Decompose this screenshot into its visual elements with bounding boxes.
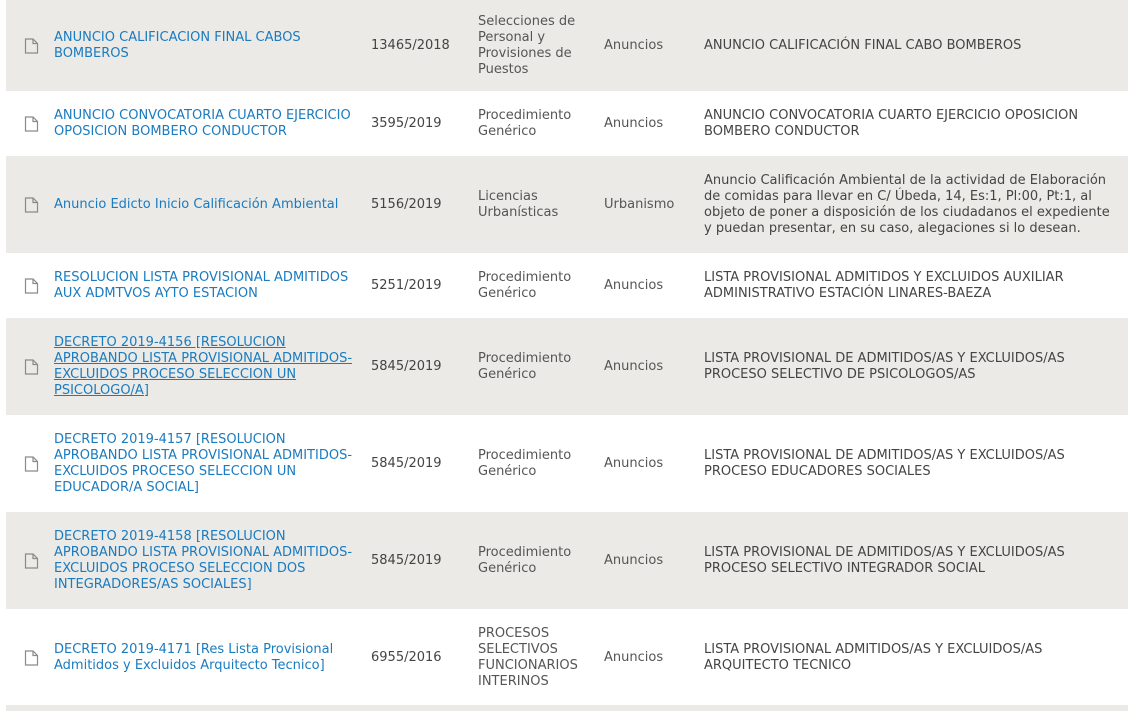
row-category: Urbanismo bbox=[604, 196, 675, 212]
document-icon bbox=[6, 650, 54, 666]
table-row bbox=[6, 91, 1128, 156]
document-icon bbox=[6, 553, 54, 569]
table-row bbox=[6, 415, 1128, 512]
table-row bbox=[6, 0, 1128, 91]
document-title-link[interactable]: Anuncio Edicto Inicio Calificación Ambiental bbox=[54, 196, 339, 212]
document-icon bbox=[6, 38, 54, 54]
table-row bbox=[6, 609, 1128, 706]
document-title-link[interactable]: ANUNCIO CONVOCATORIA CUARTO EJERCICIO OPOSICION BOMBERO CONDUCTOR bbox=[54, 107, 351, 139]
next-row-peek bbox=[6, 705, 1128, 711]
row-description: ANUNCIO CONVOCATORIA CUARTO EJERCICIO OPOSICION BOMBERO CONDUCTOR bbox=[704, 107, 1079, 139]
row-description: LISTA PROVISIONAL ADMITIDOS/AS Y EXCLUIDOS/AS ARQUITECTO TECNICO bbox=[704, 641, 1043, 673]
document-title-link[interactable]: ANUNCIO CALIFICACION FINAL CABOS BOMBEROS bbox=[54, 29, 301, 61]
row-category: Anuncios bbox=[604, 649, 664, 665]
row-procedure: Procedimiento Genérico bbox=[478, 107, 572, 139]
row-number: 3595/2019 bbox=[371, 115, 442, 131]
row-title-cell bbox=[54, 432, 371, 496]
document-title-link[interactable]: DECRETO 2019-4157 [RESOLUCION APROBANDO LISTA PROVISIONAL ADMITIDOS-EXCLUIDOS PROCESO SELECCION UN EDUCADOR/A SOCIAL] bbox=[54, 431, 353, 495]
table-row bbox=[6, 253, 1128, 318]
document-icon bbox=[6, 456, 54, 472]
row-procedure: Procedimiento Genérico bbox=[478, 269, 572, 301]
document-icon bbox=[6, 359, 54, 375]
row-category: Anuncios bbox=[604, 277, 664, 293]
row-title-cell bbox=[54, 108, 371, 140]
row-procedure: Selecciones de Personal y Provisiones de Puestos bbox=[478, 13, 576, 77]
document-title-link[interactable]: DECRETO 2019-4171 [Res Lista Provisional Admitidos y Excluidos Arquitecto Tecnico] bbox=[54, 641, 334, 673]
document-icon bbox=[6, 197, 54, 213]
row-title-cell bbox=[54, 30, 371, 62]
row-procedure: Procedimiento Genérico bbox=[478, 350, 572, 382]
document-title-link[interactable]: DECRETO 2019-4156 [RESOLUCION APROBANDO LISTA PROVISIONAL ADMITIDOS-EXCLUIDOS PROCESO SELECCION UN PSICOLOGO/A] bbox=[54, 334, 353, 398]
document-icon bbox=[6, 116, 54, 132]
row-number: 5845/2019 bbox=[371, 358, 442, 374]
row-number: 5845/2019 bbox=[371, 552, 442, 568]
row-number: 13465/2018 bbox=[371, 37, 450, 53]
row-number: 6955/2016 bbox=[371, 649, 442, 665]
table-row bbox=[6, 512, 1128, 609]
row-category: Anuncios bbox=[604, 455, 664, 471]
row-title-cell bbox=[54, 197, 371, 213]
row-description: ANUNCIO CALIFICACIÓN FINAL CABO BOMBEROS bbox=[704, 37, 1022, 53]
row-title-cell bbox=[54, 270, 371, 302]
row-title-cell bbox=[54, 335, 371, 399]
document-title-link[interactable]: DECRETO 2019-4158 [RESOLUCION APROBANDO LISTA PROVISIONAL ADMITIDOS-EXCLUIDOS PROCESO SELECCION DOS INTEGRADORES/AS SOCIALES] bbox=[54, 528, 353, 592]
row-procedure: Procedimiento Genérico bbox=[478, 447, 572, 479]
table-row bbox=[6, 156, 1128, 253]
row-category: Anuncios bbox=[604, 115, 664, 131]
row-category: Anuncios bbox=[604, 552, 664, 568]
document-icon bbox=[6, 278, 54, 294]
row-title-cell bbox=[54, 529, 371, 593]
row-description: LISTA PROVISIONAL ADMITIDOS Y EXCLUIDOS AUXILIAR ADMINISTRATIVO ESTACIÓN LINARES-BAEZA bbox=[704, 269, 1064, 301]
row-procedure: PROCESOS SELECTIVOS FUNCIONARIOS INTERINOS bbox=[478, 625, 578, 689]
table-row bbox=[6, 318, 1128, 415]
row-category: Anuncios bbox=[604, 37, 664, 53]
document-title-link[interactable]: RESOLUCION LISTA PROVISIONAL ADMITIDOS AUX ADMTVOS AYTO ESTACION bbox=[54, 269, 349, 301]
announcements-table bbox=[6, 0, 1128, 706]
row-number: 5156/2019 bbox=[371, 196, 442, 212]
row-description: LISTA PROVISIONAL DE ADMITIDOS/AS Y EXCLUIDOS/AS PROCESO SELECTIVO DE PSICOLOGOS/AS bbox=[704, 350, 1065, 382]
row-description: LISTA PROVISIONAL DE ADMITIDOS/AS Y EXCLUIDOS/AS PROCESO EDUCADORES SOCIALES bbox=[704, 447, 1065, 479]
row-description: LISTA PROVISIONAL DE ADMITIDOS/AS Y EXCLUIDOS/AS PROCESO SELECTIVO INTEGRADOR SOCIAL bbox=[704, 544, 1065, 576]
row-number: 5845/2019 bbox=[371, 455, 442, 471]
row-procedure: Procedimiento Genérico bbox=[478, 544, 572, 576]
row-description: Anuncio Calificación Ambiental de la actividad de Elaboración de comidas para llevar en C/ Úbeda, 14, Es:1, Pl:00, Pt:1, al objeto de poner a disposición de los ciudadanos el expediente y puedan presentar, en su caso, alegaciones si lo desean. bbox=[704, 172, 1110, 236]
row-title-cell bbox=[54, 642, 371, 674]
row-category: Anuncios bbox=[604, 358, 664, 374]
row-number: 5251/2019 bbox=[371, 277, 442, 293]
row-procedure: Licencias Urbanísticas bbox=[478, 188, 559, 220]
